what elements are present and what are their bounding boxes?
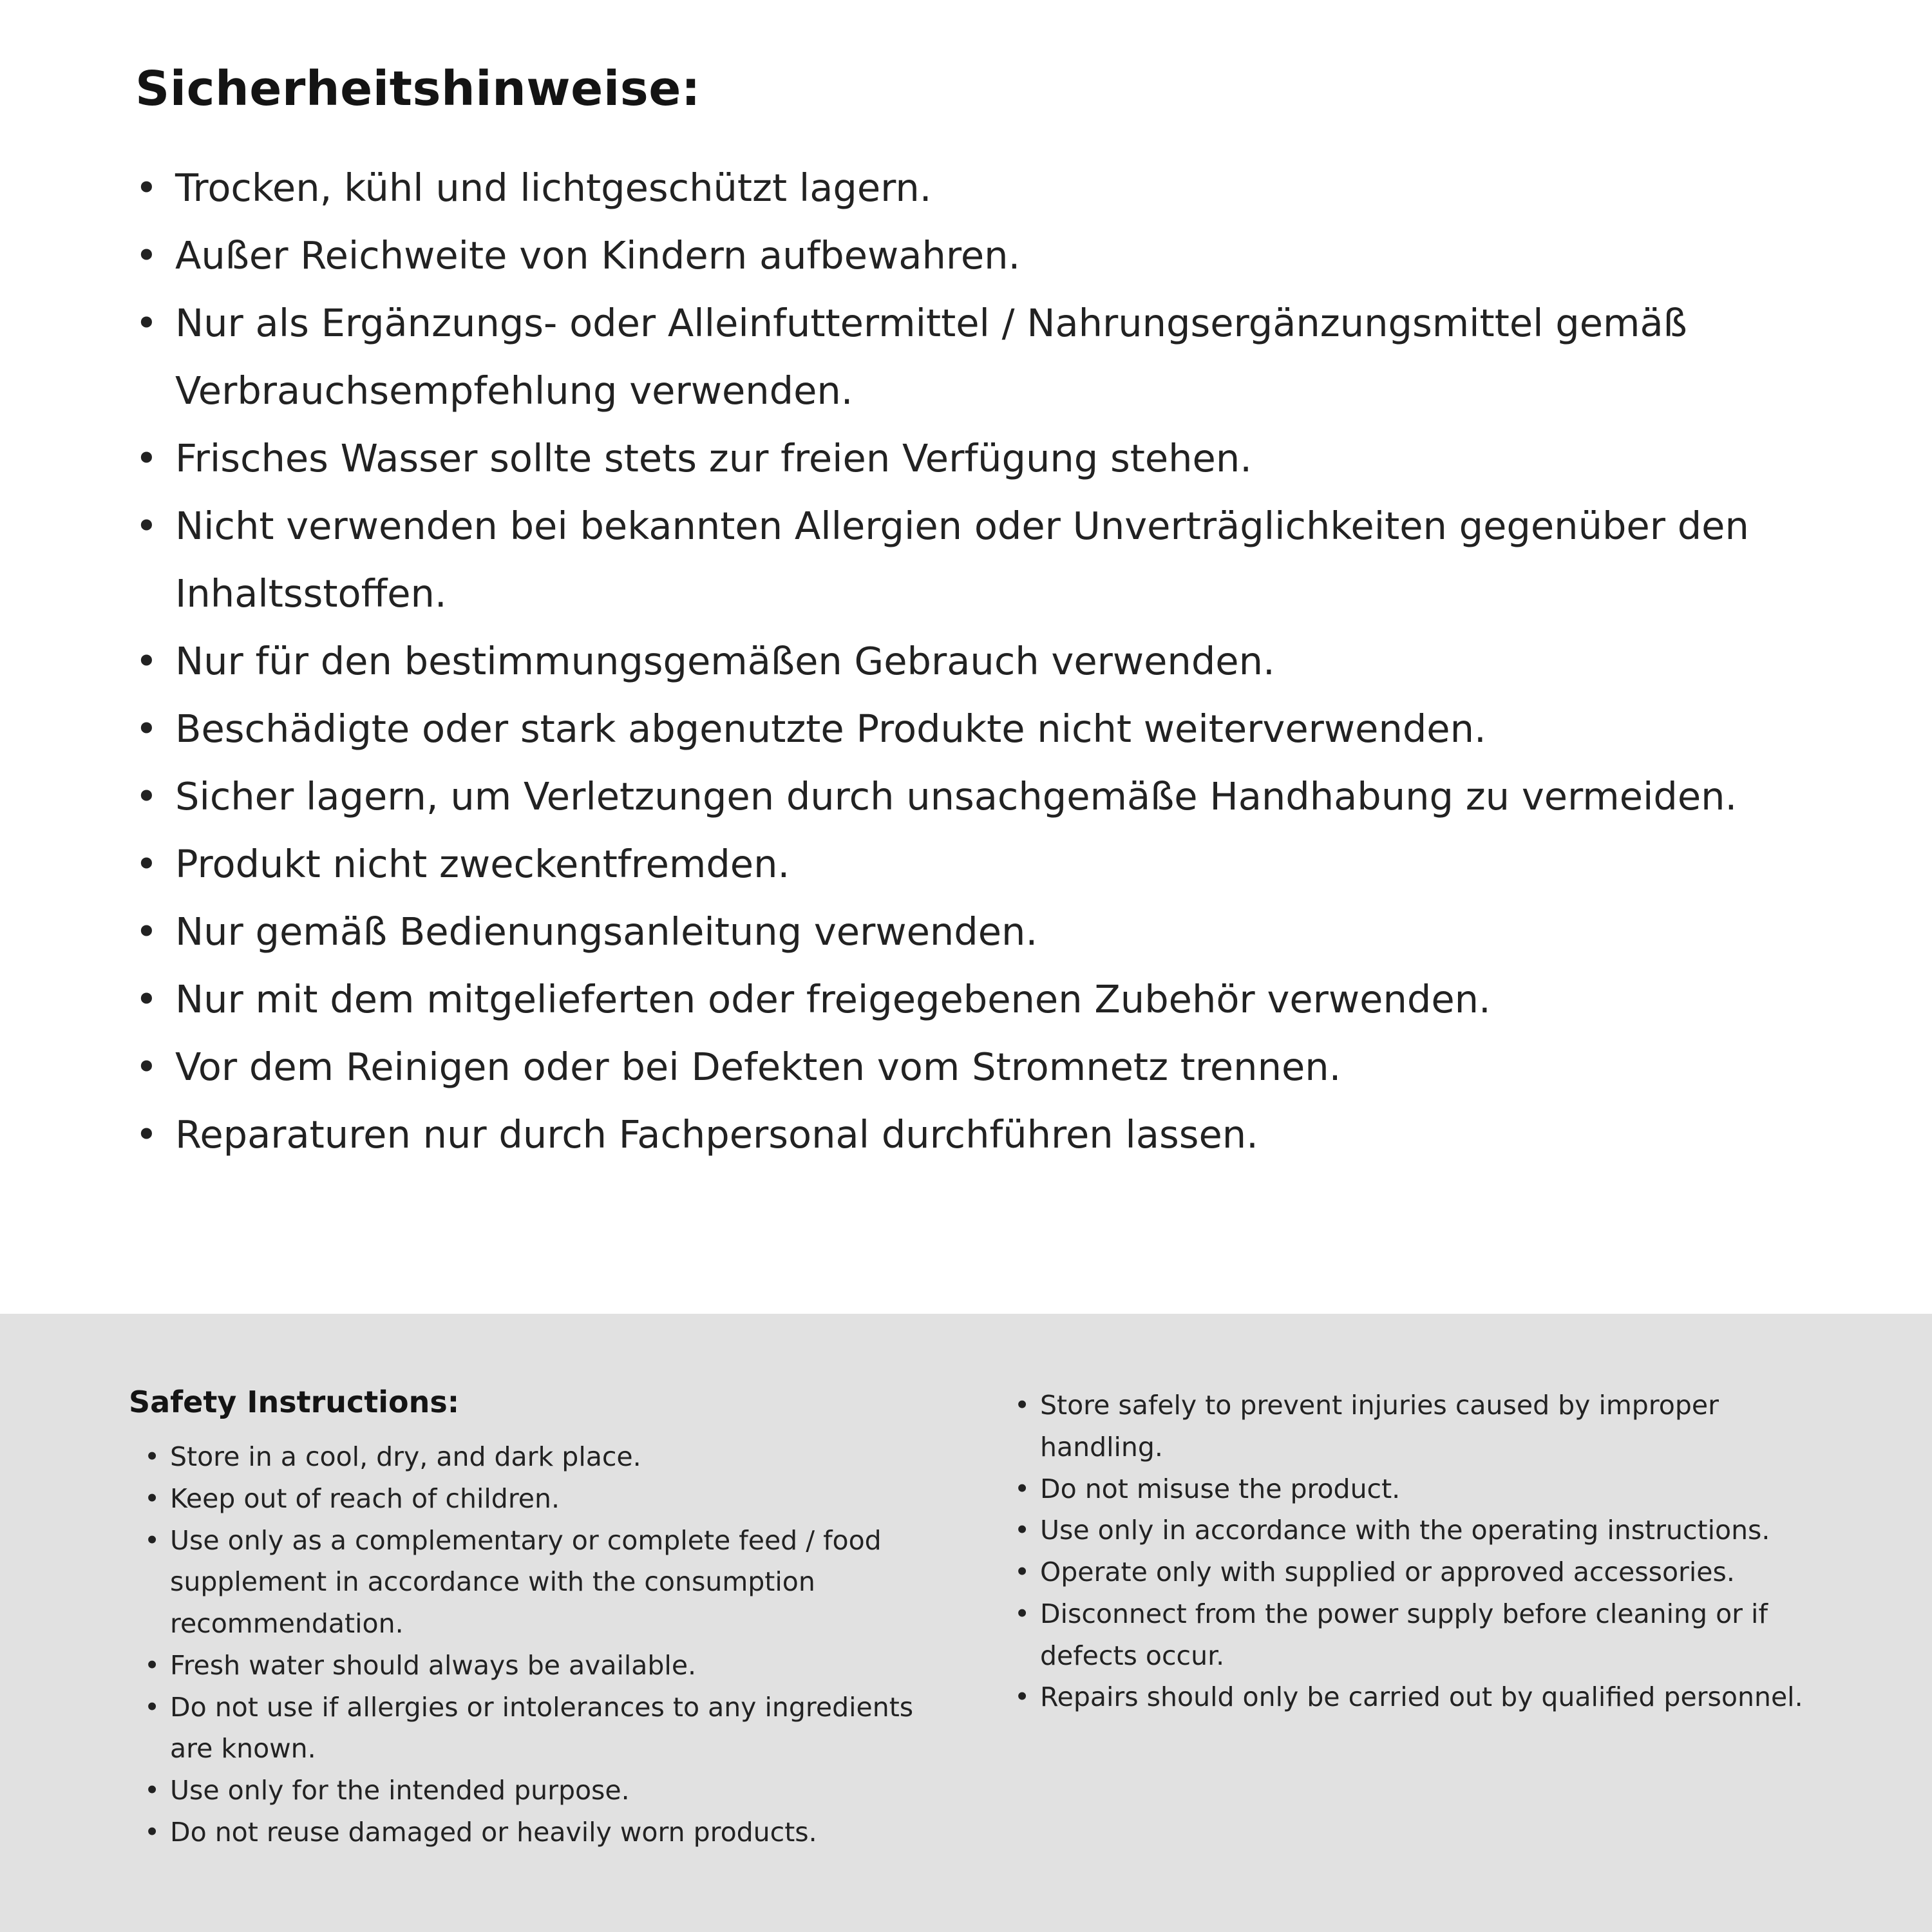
german-title: Sicherheitshinweise:: [135, 61, 701, 117]
bullet-marker: •: [144, 1816, 160, 1848]
list-item: [144, 1436, 943, 1478]
bullet-marker: •: [1014, 1515, 1030, 1546]
list-item: [144, 1645, 943, 1687]
list-item: [135, 898, 1803, 965]
list-item: [135, 762, 1803, 830]
list-item-text: Store in a cool, dry, and dark place.: [170, 1441, 641, 1472]
list-item: [144, 1520, 943, 1645]
list-item-text: Trocken, kühl und lichtgeschützt lagern.: [175, 166, 932, 210]
bullet-marker: •: [135, 1045, 158, 1090]
list-item-text: Fresh water should always be available.: [170, 1649, 697, 1681]
list-item-text: Nicht verwenden bei bekannten Allergien oder Unverträglichkeiten gegenüber den Inhaltsstoffen.: [175, 504, 1749, 616]
list-item-text: Frisches Wasser sollte stets zur freien Verfügung stehen.: [175, 436, 1252, 481]
list-item: [1014, 1468, 1829, 1510]
bullet-marker: •: [135, 301, 158, 346]
list-item-text: Do not reuse damaged or heavily worn products.: [170, 1816, 817, 1848]
list-item: [135, 830, 1803, 898]
list-item: [1014, 1510, 1829, 1551]
english-right-column: [1014, 1385, 1829, 1932]
english-right-list: [1014, 1385, 1829, 1718]
list-item: [135, 154, 1803, 222]
bullet-marker: •: [144, 1441, 160, 1472]
list-item: [1014, 1593, 1829, 1677]
list-item: [135, 1033, 1803, 1101]
english-left-column: [129, 1385, 943, 1932]
list-item-text: Do not misuse the product.: [1040, 1473, 1401, 1504]
list-item: [1014, 1676, 1829, 1718]
list-item: [135, 1101, 1803, 1168]
list-item: [135, 222, 1803, 289]
bullet-marker: •: [1014, 1390, 1030, 1421]
list-item-text: Nur gemäß Bedienungsanleitung verwenden.: [175, 909, 1038, 954]
bullet-marker: •: [1014, 1681, 1030, 1713]
bullet-marker: •: [135, 774, 158, 819]
bullet-marker: •: [135, 436, 158, 481]
bullet-marker: •: [135, 1112, 158, 1157]
list-item-text: Reparaturen nur durch Fachpersonal durchführen lassen.: [175, 1112, 1258, 1157]
list-item: [1014, 1551, 1829, 1593]
list-item: [1014, 1385, 1829, 1468]
bullet-marker: •: [135, 639, 158, 684]
list-item-text: Produkt nicht zweckentfremden.: [175, 842, 790, 887]
list-item-text: Operate only with supplied or approved accessories.: [1040, 1557, 1735, 1588]
list-item-text: Use only in accordance with the operating instructions.: [1040, 1515, 1770, 1546]
list-item-text: Nur als Ergänzungs- oder Alleinfuttermittel / Nahrungsergänzungsmittel gemäß Verbrauchsempfehlung verwenden.: [175, 301, 1687, 413]
list-item-text: Store safely to prevent injuries caused by improper handling.: [1040, 1390, 1719, 1463]
bullet-marker: •: [144, 1482, 160, 1514]
list-item-text: Sicher lagern, um Verletzungen durch unsachgemäße Handhabung zu vermeiden.: [175, 774, 1738, 819]
list-item: [135, 627, 1803, 695]
list-item: [135, 695, 1803, 762]
bullet-marker: •: [135, 504, 158, 549]
list-item-text: Nur für den bestimmungsgemäßen Gebrauch verwenden.: [175, 639, 1275, 684]
bullet-marker: •: [144, 1649, 160, 1681]
list-item-text: Nur mit dem mitgelieferten oder freigegebenen Zubehör verwenden.: [175, 977, 1491, 1022]
bullet-marker: •: [144, 1691, 160, 1723]
english-left-list: [129, 1436, 943, 1853]
list-item-text: Disconnect from the power supply before cleaning or if defects occur.: [1040, 1598, 1768, 1671]
list-item-text: Vor dem Reinigen oder bei Defekten vom Stromnetz trennen.: [175, 1045, 1341, 1090]
list-item: [135, 492, 1803, 627]
list-item: [135, 289, 1803, 424]
list-item: [144, 1770, 943, 1812]
bullet-marker: •: [135, 706, 158, 752]
bullet-marker: •: [135, 909, 158, 954]
list-item: [135, 965, 1803, 1033]
list-item: [135, 424, 1803, 492]
list-item-text: Beschädigte oder stark abgenutzte Produkte nicht weiterverwenden.: [175, 706, 1486, 752]
list-item: [144, 1478, 943, 1520]
bullet-marker: •: [135, 977, 158, 1022]
list-item: [144, 1687, 943, 1770]
bullet-marker: •: [144, 1524, 160, 1556]
english-title: Safety Instructions:: [129, 1385, 460, 1419]
bullet-marker: •: [135, 233, 158, 278]
bullet-marker: •: [144, 1775, 160, 1806]
german-safety-list: [135, 154, 1803, 1168]
list-item-text: Außer Reichweite von Kindern aufbewahren.: [175, 233, 1021, 278]
english-section: [0, 1314, 1932, 1932]
bullet-marker: •: [1014, 1473, 1030, 1504]
list-item-text: Use only for the intended purpose.: [170, 1775, 630, 1806]
list-item: [144, 1812, 943, 1853]
bullet-marker: •: [1014, 1557, 1030, 1588]
list-item-text: Keep out of reach of children.: [170, 1482, 560, 1514]
list-item-text: Use only as a complementary or complete feed / food supplement in accordance with the consumption recommendation.: [170, 1524, 882, 1640]
list-item-text: Do not use if allergies or intolerances to any ingredients are known.: [170, 1691, 914, 1765]
bullet-marker: •: [135, 166, 158, 210]
list-item-text: Repairs should only be carried out by qualified personnel.: [1040, 1681, 1803, 1713]
bullet-marker: •: [1014, 1598, 1030, 1629]
bullet-marker: •: [135, 842, 158, 887]
